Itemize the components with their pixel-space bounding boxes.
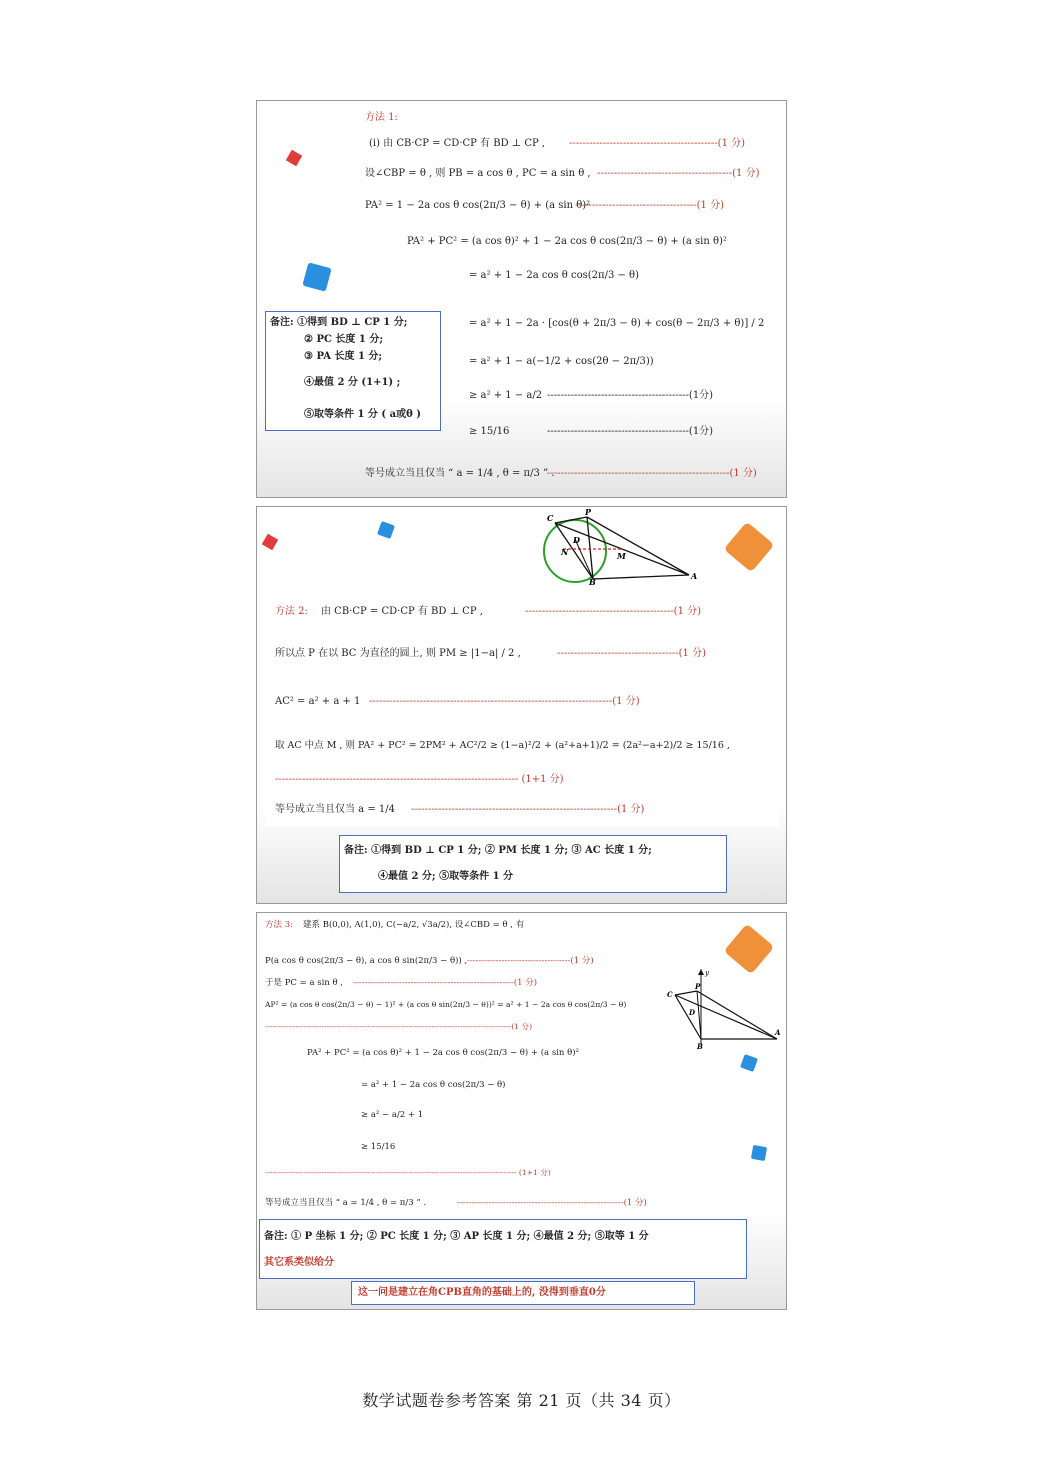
orange-cube-icon — [719, 517, 779, 577]
method-1-score-1: --------------------------------------------(1 分) — [569, 138, 746, 149]
method-2-step-1: 由 CB·CP = CD·CP 有 BD ⊥ CP , — [321, 606, 483, 617]
method-3-eq-4: ≥ 15/16 — [361, 1142, 396, 1152]
method-2-step-3: AC² = a² + a + 1 — [275, 696, 361, 707]
diagram-label-n: N — [561, 547, 569, 557]
diagram-label-y: y — [705, 969, 709, 977]
method-3-step-3: 于是 PC = a sin θ , — [265, 978, 343, 988]
method-3-note-line-2: 其它系类似给分 — [264, 1257, 334, 1268]
method-3-score-4: ------------------------------------------------------------------------------------------------(1 分) — [265, 1022, 533, 1031]
method-2-step-2: 所以点 P 在以 BC 为直径的圆上, 则 PM ≥ |1−a| / 2 , — [275, 648, 521, 659]
blue-cube-icon — [737, 1051, 761, 1075]
diagram-label-a: A — [691, 571, 698, 581]
page-footer: 数学试题卷参考答案 第 21 页（共 34 页） — [362, 1391, 681, 1410]
method-1-score-7: ------------------------------------------------------(1 分) — [547, 468, 757, 479]
method-2-score-1: --------------------------------------------(1 分) — [525, 606, 702, 617]
method-2-step-4: 取 AC 中点 M , 则 PA² + PC² = 2PM² + AC²/2 ≥ (1−a)²/2 + (a²+a+1)/2 = (2a²−a+2)/2 ≥ 15/16 , — [275, 740, 730, 751]
diagram-label-d: D — [573, 535, 580, 545]
method-1-step-2: 设∠CBP = θ , 则 PB = a cos θ , PC = a sin θ , — [365, 168, 591, 179]
method-1-eq-6: ≥ 15/16 — [469, 426, 510, 437]
method-3-content — [261, 913, 661, 1217]
method-3-warning: 这一问是建立在角CPB直角的基础上的, 没得到垂直0分 — [358, 1287, 606, 1298]
method-3-eq-3: ≥ a² − a/2 + 1 — [361, 1110, 424, 1120]
method-1-eq-3: = a² + 1 − 2a · [cos(θ + 2π/3 − θ) + cos(θ − 2π/3 + θ)] / 2 — [469, 318, 765, 329]
diagram-label-m: M — [617, 551, 626, 561]
slide-method-2 — [256, 506, 787, 904]
method-1-equality: 等号成立当且仅当 “ a = 1/4 , θ = π/3 ” . — [365, 468, 555, 479]
method-1-eq-5: ≥ a² + 1 − a/2 — [469, 390, 543, 401]
method-2-heading: 方法 2: — [275, 606, 308, 617]
method-2-note-box — [339, 835, 727, 893]
method-3-eq-1: PA² + PC² = (a cos θ)² + 1 − 2a cos θ cos(2π/3 − θ) + (a sin θ)² — [307, 1048, 579, 1058]
method-1-note-line-1: 备注: ①得到 BD ⊥ CP 1 分; — [270, 317, 408, 328]
blue-cube-icon — [747, 1141, 771, 1165]
circle-triangle-diagram — [539, 509, 699, 585]
blue-cube-icon — [375, 519, 397, 541]
slide-method-1 — [256, 100, 787, 498]
red-cube-icon — [285, 149, 303, 167]
method-1-score-2: ----------------------------------------(1 分) — [597, 168, 760, 179]
method-1-note-line-5: ⑤取等条件 1 分 ( a或θ ) — [304, 409, 421, 420]
method-3-equality: 等号成立当且仅当 “ a = 1/4 , θ = π/3 ” . — [265, 1198, 427, 1208]
method-1-step-1: (i) 由 CB·CP = CD·CP 有 BD ⊥ CP , — [369, 138, 546, 149]
method-1-heading: 方法 1: — [365, 112, 398, 123]
diagram-label-p: P — [695, 982, 701, 991]
method-2-score-5: -------------------------------------------------------------(1 分) — [411, 804, 645, 815]
coordinate-diagram — [665, 967, 781, 1051]
diagram-label-d: D — [689, 1008, 696, 1017]
method-3-step-2: P(a cos θ cos(2π/3 − θ), a cos θ sin(2π/3 − θ)) , — [265, 956, 468, 966]
method-2-step-5: 等号成立当且仅当 a = 1/4 — [275, 804, 395, 815]
method-1-eq-4: = a² + 1 − a(−1/2 + cos(2θ − 2π/3)) — [469, 356, 654, 367]
method-3-score-5: -------------------------------------------------------------------------------------------------- (1+1 分) — [265, 1168, 551, 1177]
method-2-score-4: ------------------------------------------------------------------------ (1+1 分) — [275, 774, 564, 785]
method-3-score-3: --------------------------------------------------------(1 分) — [353, 978, 538, 988]
method-1-note-box — [265, 311, 441, 431]
method-3-eq-2: = a² + 1 − 2a cos θ cos(2π/3 − θ) — [361, 1080, 506, 1090]
method-3-warning-box — [351, 1281, 695, 1305]
red-cube-icon — [261, 533, 279, 551]
method-1-note-line-4: ④最值 2 分 (1+1) ; — [304, 377, 401, 388]
method-1-score-6: ------------------------------------------(1分) — [547, 426, 714, 437]
diagram-label-c: C — [547, 513, 554, 523]
method-3-note-box — [259, 1219, 747, 1279]
diagram-label-p: P — [585, 509, 592, 517]
slide-method-3 — [256, 912, 787, 1310]
method-2-note-line-2: ④最值 2 分; ⑤取等条件 1 分 — [378, 871, 514, 882]
method-3-score-6: ----------------------------------------------------------(1 分) — [457, 1198, 647, 1208]
method-2-note-line-1: 备注: ①得到 BD ⊥ CP 1 分; ② PM 长度 1 分; ③ AC 长度 1 分; — [344, 845, 652, 856]
method-3-score-2: ------------------------------------(1 分) — [467, 956, 594, 966]
method-1-score-5: ------------------------------------------(1分) — [547, 390, 714, 401]
method-1-note-line-3: ③ PA 长度 1 分; — [304, 351, 383, 362]
diagram-label-b: B — [697, 1042, 703, 1051]
method-3-heading: 方法 3: — [265, 920, 293, 930]
method-3-step-1: 建系 B(0,0), A(1,0), C(−a/2, √3a/2), 设∠CBD = θ , 有 — [303, 920, 525, 930]
method-3-note-line-1: 备注: ① P 坐标 1 分; ② PC 长度 1 分; ③ AP 长度 1 分; ④最值 2 分; ⑤取等 1 分 — [264, 1231, 649, 1242]
diagram-label-c: C — [667, 990, 673, 999]
blue-cube-icon — [299, 259, 335, 295]
diagram-label-a: A — [775, 1028, 781, 1037]
method-2-score-3: ------------------------------------------------------------------------(1 分) — [369, 696, 640, 707]
method-1-eq-2: = a² + 1 − 2a cos θ cos(2π/3 − θ) — [469, 270, 639, 281]
method-2-score-2: ------------------------------------(1 分) — [557, 648, 706, 659]
method-1-note-line-2: ② PC 长度 1 分; — [304, 334, 384, 345]
method-1-score-3: ------------------------------------(1 分) — [575, 200, 724, 211]
method-2-content — [265, 593, 779, 827]
method-1-step-3: PA² = 1 − 2a cos θ cos(2π/3 − θ) + (a sin θ)² — [365, 200, 591, 211]
method-1-eq-1: PA² + PC² = (a cos θ)² + 1 − 2a cos θ cos(2π/3 − θ) + (a sin θ)² — [407, 236, 727, 247]
method-3-step-4: AP² = (a cos θ cos(2π/3 − θ) − 1)² + (a cos θ sin(2π/3 − θ))² = a² + 1 − 2a cos θ cos(2π/3 − θ) — [265, 1000, 627, 1009]
diagram-label-b: B — [589, 577, 596, 585]
